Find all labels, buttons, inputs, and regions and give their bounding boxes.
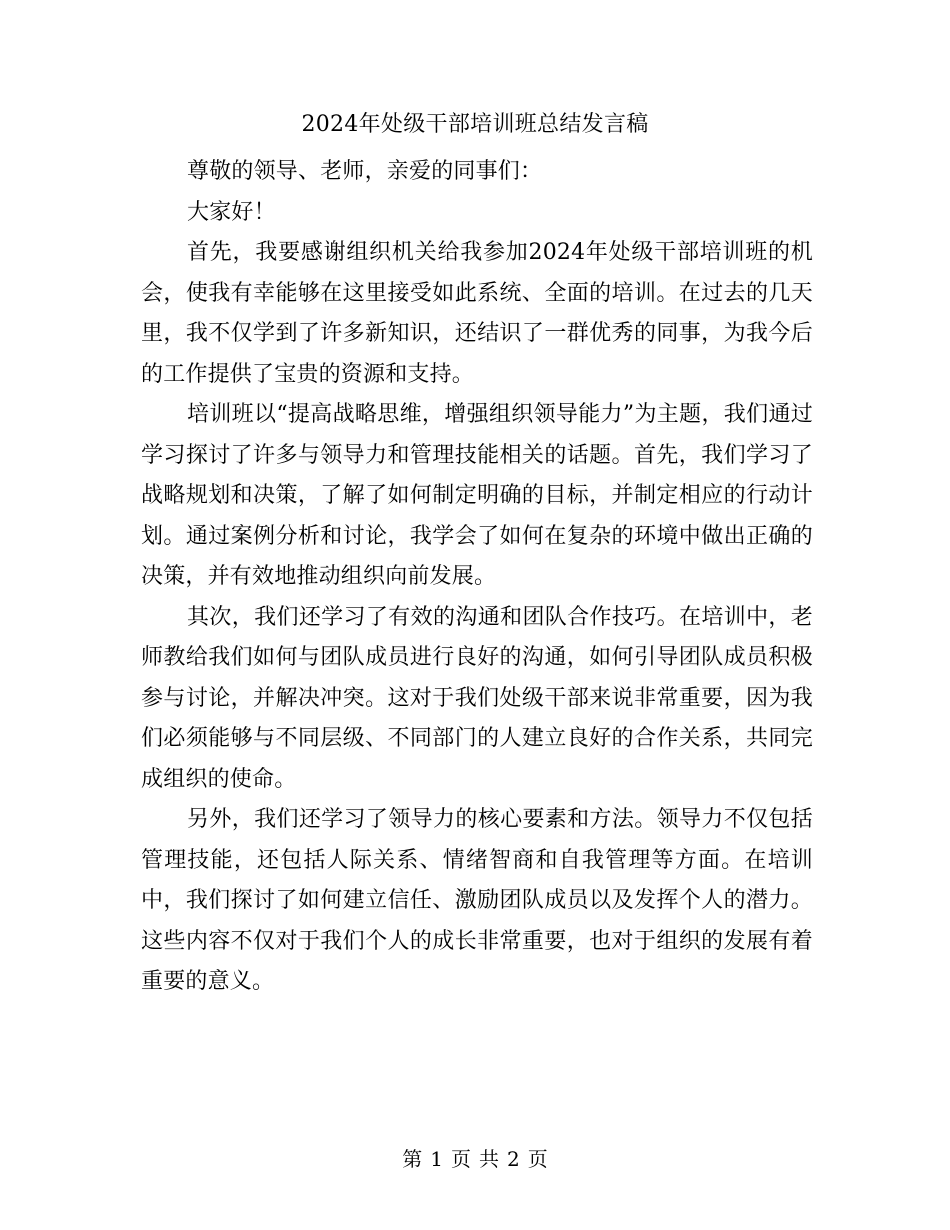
paragraph-salutation: 尊敬的领导、老师，亲爱的同事们： — [187, 159, 543, 184]
paragraph-greeting: 大家好！ — [187, 199, 276, 225]
paragraph-theme: 培训班以“提高战略思维，增强组织领导能力”为主题，我们通过学习探讨了许多与领导力和管理技能相关的话题。首先，我们学习了战略规划和决策，了解了如何制定明确的目标，并制定相应的行动计划。通过案例分析和讨论，我学会了如何在复杂的环境中做出正确的决策，并有效地推动组织向前发展。 — [141, 402, 813, 589]
page-footer — [0, 1144, 950, 1174]
paragraph-thanks: 首先，我要感谢组织机关给我参加2024年处级干部培训班的机会，使我有幸能够在这里接受如此系统、全面的培训。在过去的几天里，我不仅学到了许多新知识，还结识了一群优秀的同事，为我今后的工作提供了宝贵的资源和支持。 — [141, 240, 813, 387]
footer-label-total-unit: 页 — [527, 1147, 548, 1171]
footer-label-total: 共 — [479, 1147, 499, 1171]
document-title: 2024年处级干部培训班总结发言稿 — [301, 112, 649, 137]
footer-current-page: 1 — [430, 1147, 443, 1171]
footer-label-page-unit: 页 — [451, 1147, 471, 1171]
paragraph-leadership: 另外，我们还学习了领导力的核心要素和方法。领导力不仅包括管理技能，还包括人际关系、情绪智商和自我管理等方面。在培训中，我们探讨了如何建立信任、激励团队成员以及发挥个人的潜力。这些内容不仅对于我们个人的成长非常重要，也对于组织的发展有着重要的意义。 — [141, 807, 813, 994]
paragraph-communication: 其次，我们还学习了有效的沟通和团队合作技巧。在培训中，老师教给我们如何与团队成员进行良好的沟通，如何引导团队成员积极参与讨论，并解决冲突。这对于我们处级干部来说非常重要，因为我们必须能够与不同层级、不同部门的人建立良好的合作关系，共同完成组织的使命。 — [141, 604, 813, 792]
footer-label-page: 第 — [402, 1147, 423, 1171]
document-body — [141, 152, 813, 1003]
footer-total-pages: 2 — [507, 1147, 520, 1171]
